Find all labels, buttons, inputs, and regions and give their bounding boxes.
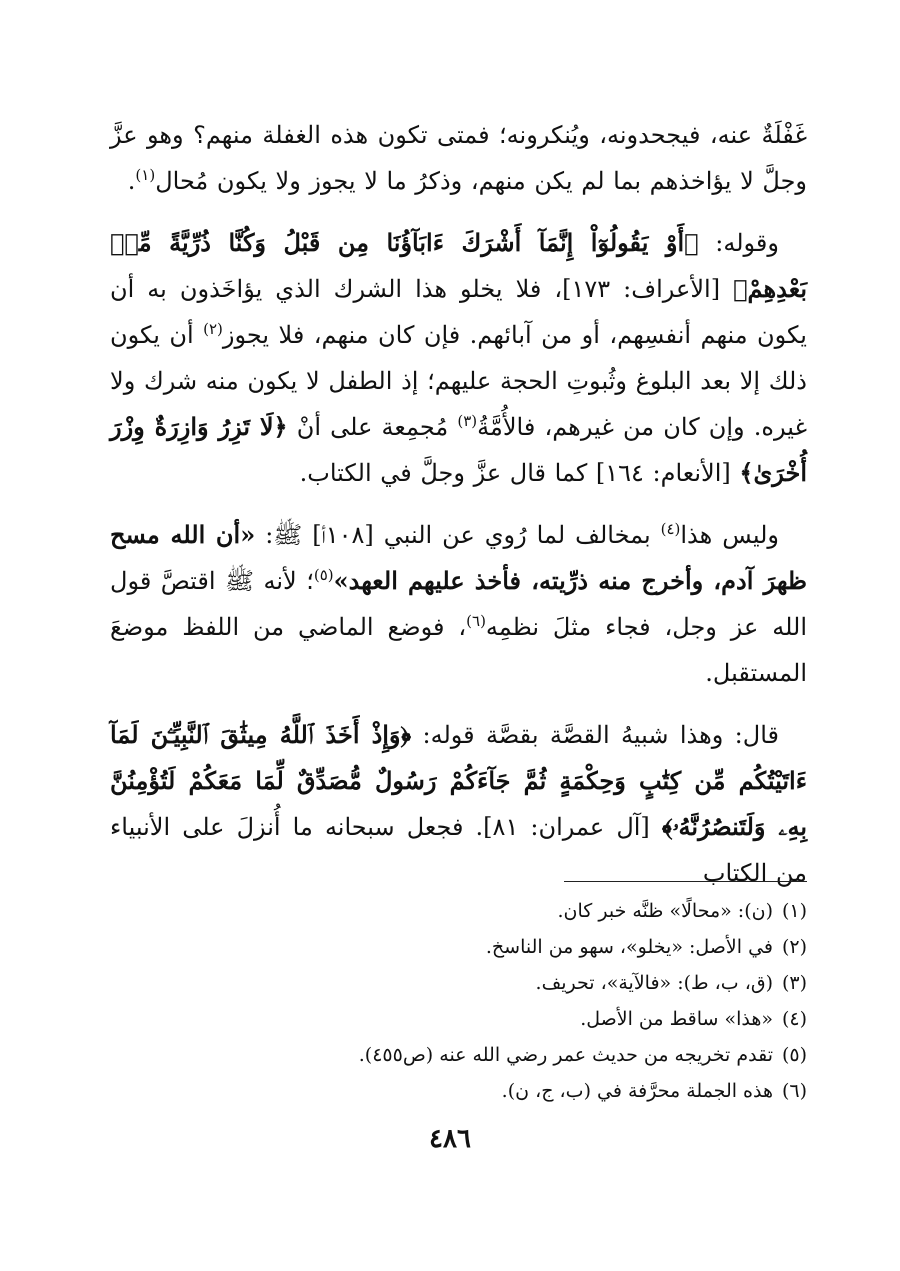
text-run: .: [127, 167, 136, 195]
footnote-text: «هذا» ساقط من الأصل.: [580, 1008, 773, 1030]
paragraph-4: [110, 712, 807, 896]
quran-verse-anam-164: ﴿لَا تَزِرُ وَازِرَةٌ وِزْرَ أُخْرَىٰ﴾: [110, 412, 807, 487]
footnote-ref-5: (٥): [313, 566, 334, 584]
page-number: ٤٨٦: [429, 1124, 471, 1154]
footnote-number: (٤): [781, 1008, 807, 1030]
footnote-text: هذه الجملة محرَّفة في (ب، ج، ن).: [501, 1080, 773, 1102]
footnote-2: [110, 929, 807, 965]
footnote-number: (٥): [781, 1044, 807, 1066]
footnote-1: [110, 893, 807, 929]
footnote-number: (٦): [781, 1080, 807, 1102]
footnotes-list: [110, 893, 807, 1109]
footnote-number: (١): [781, 900, 807, 922]
text-run: وليس هذا: [680, 521, 780, 549]
text-run: أن يكون ذلك إلا بعد البلوغ وثُبوتِ الحجة عليهم؛ إذ الطفل لا يكون منه شرك ولا غيره. وإن كان من غيرهم، فالأُمَّةُ: [110, 321, 807, 441]
footnote-4: [110, 1001, 807, 1037]
footnote-separator: [564, 881, 807, 882]
footnote-ref-4: (٤): [660, 520, 681, 538]
footnote-number: (٢): [781, 936, 807, 958]
footnote-ref-1: (١): [135, 166, 156, 184]
text-run: غَفْلَةٌ عنه، فيجحدونه، ويُنكرونه؛ فمتى تكون هذه الغفلة منهم؟ وهو عزَّ وجلَّ لا يؤاخذهم بما لم يكن منهم، وذكرُ ما لا يجوز ولا يكون مُحال: [110, 121, 807, 195]
footnote-number: (٣): [781, 972, 807, 994]
footnote-text: تقدم تخريجه من حديث عمر رضي الله عنه (ص٤٥٥).: [358, 1044, 773, 1066]
text-run: [الأنعام: ١٦٤] كما قال عزَّ وجلَّ في الكتاب.: [299, 459, 740, 487]
footnote-ref-2: (٢): [203, 320, 223, 338]
paragraph-1: [110, 112, 807, 204]
footnote-6: [110, 1073, 807, 1109]
footnote-ref-3: (٣): [457, 412, 478, 430]
footnote-text: (ن): «محالًا» ظنَّه خبر كان.: [557, 900, 773, 922]
text-run: مُجمِعة على أنْ: [287, 413, 458, 441]
text-run: وقوله:: [698, 229, 779, 257]
hadith-quote: «أن الله مسح ظهرَ آدم، وأخرج منه ذرِّيته، فأخذ عليهم العهد»: [110, 520, 807, 595]
quran-verse-imran-81: ﴿وَإِذْ أَخَذَ ٱللَّهُ مِيثَٰقَ ٱلنَّبِيِّـۧنَ لَمَآ ءَاتَيْتُكُم مِّن كِتَٰبٍ وَحِكْمَةٍ ثُمَّ جَآءَكُمْ رَسُولٌ مُّصَدِّقٌ لِّمَا مَعَكُمْ لَتُؤْمِنُنَّ بِهِۦ وَلَتَنصُرُنَّهُۥ﴾: [110, 720, 807, 841]
footnote-5: [110, 1037, 807, 1073]
text-run: ، فوضع الماضي من اللفظ موضعَ المستقبل.: [110, 613, 807, 687]
paragraph-3: [110, 512, 807, 696]
paragraph-2: [110, 220, 807, 496]
footnote-ref-6: (٦): [466, 612, 486, 630]
footnote-3: [110, 965, 807, 1001]
text-run: [آل عمران: ٨١]. فجعل سبحانه ما أُنزلَ على الأنبياء من الكتاب: [110, 813, 807, 887]
footnote-text: في الأصل: «يخلو»، سهو من الناسخ.: [485, 936, 773, 958]
text-run: [الأعراف: ١٧٣]، فلا يخلو هذا الشرك الذي يؤاخَذون به أن يكون منهم أنفسِهم، أو من آبائهم. فإن كان منهم، فلا يجوز: [110, 275, 807, 349]
text-run: قال: وهذا شبيهُ القصَّة بقصَّة قوله:: [411, 721, 779, 749]
footnote-text: (ق، ب، ط): «فالآية»، تحريف.: [535, 972, 773, 994]
text-run: بمخالف لما رُوي عن النبي [١٠٨أ] ﷺ:: [255, 521, 661, 549]
quran-verse-araf-173: ﴿أَوْ يَقُولُوٓاْ إِنَّمَآ أَشْرَكَ ءَابَآؤُنَا مِن قَبْلُ وَكُنَّا ذُرِّيَّةً مِّنۢ بَعْدِهِمْ﴾: [110, 228, 807, 303]
text-run: ؛ لأنه ﷺ اقتصَّ قول الله عز وجل، فجاء مثلَ نظمِه: [110, 567, 808, 641]
main-text: [110, 112, 807, 912]
